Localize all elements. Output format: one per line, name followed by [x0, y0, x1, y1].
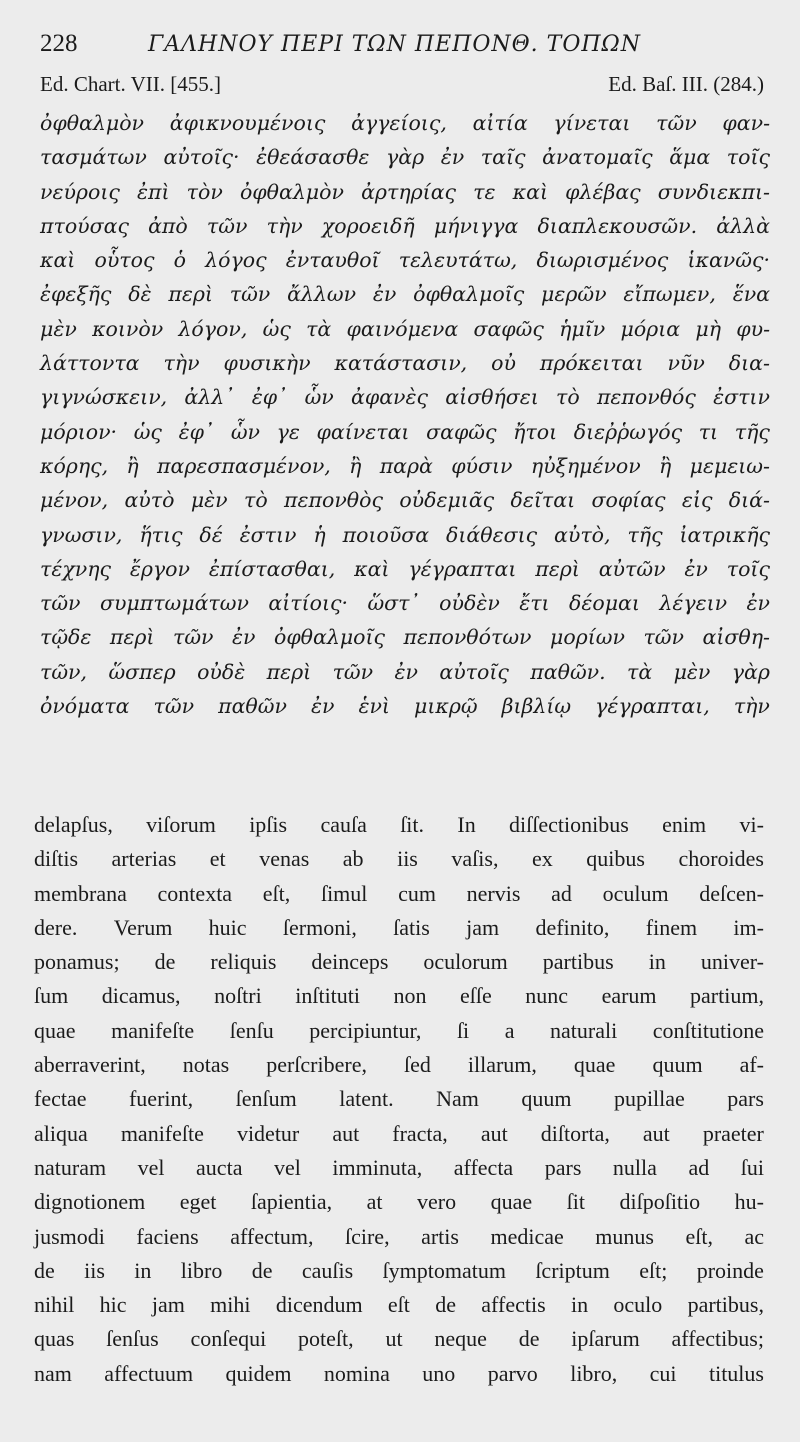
latin-text-line: diſtis arterias et venas ab iis vaſis, ex quibus choroides [34, 846, 764, 872]
greek-text-line: μόριον· ὡς ἐφ᾽ ὧν γε φαίνεται σαφῶς ἤτοι διεῤῥωγός τι τῆς [40, 419, 770, 444]
latin-text-line: dignotionem eget ſapientia, at vero quae ſit diſpoſitio hu- [34, 1189, 764, 1215]
greek-text-line: μένον, αὐτὸ μὲν τὸ πεπονθὸς οὐδεμιᾶς δεῖται σοφίας εἰς διά- [40, 488, 770, 513]
greek-text-line: νεύροις ἐπὶ τὸν ὀφθαλμὸν ἀρτηρίας τε καὶ φλέβας συνδιεκπι- [40, 179, 770, 204]
greek-text-line: ὀφθαλμὸν ἀφικνουμένοις ἀγγείοις, αἰτία γίνεται τῶν φαν- [40, 111, 770, 135]
greek-text-line: καὶ οὗτος ὁ λόγος ἐνταυθοῖ τελευτάτω, διωρισμένος ἱκανῶς· [40, 248, 770, 273]
latin-text-line: ponamus; de reliquis deinceps oculorum partibus in univer- [34, 949, 764, 975]
edition-chartier-reference: Ed. Chart. VII. [455.] [40, 72, 221, 96]
edition-references [40, 72, 764, 102]
page-header [40, 30, 760, 66]
greek-text-line: μὲν κοινὸν λόγον, ὡς τὰ φαινόμενα σαφῶς ἡμῖν μόρια μὴ φυ- [40, 316, 770, 341]
greek-text-block [40, 106, 770, 723]
latin-text-line: aberraverint, notas perſcribere, ſed illarum, quae quum af- [34, 1052, 764, 1078]
greek-text-line: ἐφεξῆς δὲ περὶ τῶν ἄλλων ἐν ὀφθαλμοῖς μερῶν εἴπωμεν, ἕνα [40, 282, 770, 307]
greek-text-line: κόρης, ἢ παρεσπασμένον, ἢ παρὰ φύσιν ηὐξημένον ἢ μεμειω- [40, 453, 770, 478]
latin-text-line: fectae fuerint, ſenſum latent. Nam quum pupillae pars [34, 1086, 764, 1112]
running-title: ΓΑΛΗΝΟΥ ΠΕΡΙ ΤΩΝ ΠΕΠΟΝΘ. ΤΟΠΩΝ [148, 32, 642, 57]
greek-text-line: τασμάτων αὐτοῖς· ἐθεάσασθε γὰρ ἐν ταῖς ἀνατομαῖς ἅμα τοῖς [40, 145, 770, 170]
latin-text-line: aliqua manifeſte videtur aut fracta, aut diſtorta, aut praeter [34, 1120, 764, 1146]
page-number: 228 [40, 30, 78, 57]
greek-text-line: τῶν, ὥσπερ οὐδὲ περὶ τῶν ἐν αὐτοῖς παθῶν. τὰ μὲν γὰρ [40, 659, 770, 684]
greek-text-line: ὀνόματα τῶν παθῶν ἐν ἑνὶ μικρῷ βιβλίῳ γέγραπται, τὴν [40, 694, 770, 719]
latin-text-line: quae manifeſte ſenſu percipiuntur, ſi a naturali conſtitutione [34, 1017, 764, 1043]
greek-text-line: πτούσας ἀπὸ τῶν τὴν χοροειδῆ μήνιγγα διαπλεκουσῶν. ἀλλὰ [40, 213, 770, 238]
greek-text-line: γνωσιν, ἥτις δέ ἐστιν ἡ ποιοῦσα διάθεσις αὐτὸ, τῆς ἰατρικῆς [40, 522, 770, 547]
greek-text-line: τῶν συμπτωμάτων αἰτίοις· ὥστ᾽ οὐδὲν ἔτι δέομαι λέγειν ἐν [40, 591, 770, 616]
greek-text-line: τέχνης ἔργον ἐπίστασθαι, καὶ γέγραπται περὶ αὐτῶν ἐν τοῖς [40, 556, 770, 581]
latin-text-line: delapſus, viſorum ipſis cauſa ſit. In diſſectionibus enim vi- [34, 812, 764, 837]
latin-text-line: de iis in libro de cauſis ſymptomatum ſcriptum eſt; proinde [34, 1257, 764, 1283]
edition-basel-reference: Ed. Baſ. III. (284.) [608, 72, 764, 96]
latin-text-line: ſum dicamus, noſtri inſtituti non eſſe nunc earum partium, [34, 983, 764, 1009]
latin-text-line: nihil hic jam mihi dicendum eſt de affectis in oculo partibus, [34, 1292, 764, 1318]
greek-text-line: τῷδε περὶ τῶν ἐν ὀφθαλμοῖς πεπονθότων μορίων τῶν αἰσθη- [40, 625, 770, 650]
latin-text-line: dere. Verum huic ſermoni, ſatis jam definito, finem im- [34, 914, 764, 940]
latin-text-line: quas ſenſus conſequi poteſt, ut neque de ipſarum affectibus; [34, 1326, 764, 1352]
latin-text-line: membrana contexta eſt, ſimul cum nervis ad oculum deſcen- [34, 880, 764, 906]
greek-text-line: γιγνώσκειν, ἀλλ᾽ ἐφ᾽ ὧν ἀφανὲς αἰσθήσει τὸ πεπονθός ἐστιν [40, 385, 770, 410]
latin-text-line: nam affectuum quidem nomina uno parvo libro, cui titulus [34, 1360, 764, 1386]
latin-text-line: naturam vel aucta vel imminuta, affecta pars nulla ad ſui [34, 1154, 764, 1180]
greek-text-line: λάττοντα τὴν φυσικὴν κατάστασιν, οὐ πρόκειται νῦν δια- [40, 351, 770, 376]
latin-text-line: jusmodi faciens affectum, ſcire, artis medicae munus eſt, ac [34, 1223, 764, 1249]
latin-text-block [34, 808, 764, 1391]
